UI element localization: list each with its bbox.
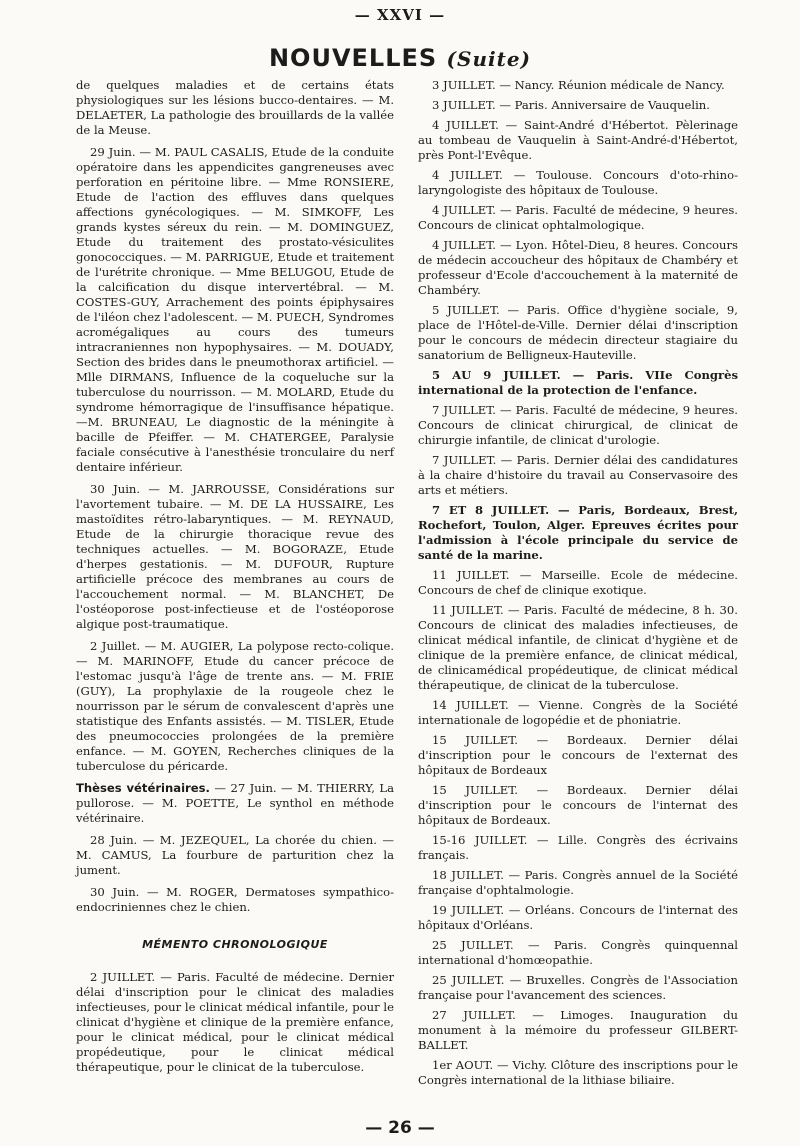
list-item: 14 JUILLET. — Vienne. Congrès de la Société internationale de logopédie et de phoniatrie. (418, 698, 738, 727)
list-item: 15 JUILLET. — Bordeaux. Dernier délai d'inscription pour le concours de l'externat des hôpitaux de Bordeaux (418, 733, 738, 777)
list-item: 1er AOUT. — Vichy. Clôture des inscriptions pour le Congrès international de la lithiase biliaire. (418, 1058, 738, 1087)
list-item: 27 JUILLET. — Limoges. Inauguration du monument à la mémoire du professeur GILBERT-BALLET. (418, 1008, 738, 1052)
paragraph: 28 Juin. — M. JEZEQUEL, La chorée du chien. — M. CAMUS, La fourbure de parturition chez la jument. (76, 833, 394, 877)
vet-theses-heading: Thèses vétérinaires. (76, 781, 210, 795)
list-item: 3 JUILLET. — Paris. Anniversaire de Vauquelin. (432, 98, 710, 112)
paragraph (76, 781, 394, 826)
list-item: 4 JUILLET. — Toulouse. Concours d'oto-rhino-laryngologiste des hôpitaux de Toulouse. (418, 168, 738, 197)
roman-page-number: — XXVI — (354, 6, 446, 24)
paragraph: 2 Juillet. — M. AUGIER, La polypose recto-colique. — M. MARINOFF, Etude du cancer précoce de l'estomac jusqu'à l'âge de trente ans. — M. FRIE (GUY), La prophylaxie de la rougeole chez le nourrisson par le sérum de convalescent d'après une statistique des Enfants assistés. — M. TISLER, Etude des pneumococcies prolongées de la première enfance. — M. GOYEN, Recherches cliniques de la tuberculose du péricarde. (76, 639, 394, 773)
list-item: 3 JUILLET. — Nancy. Réunion médicale de Nancy. (432, 78, 725, 92)
paragraph: de quelques maladies et de certains états physiologiques sur les lésions bucco-dentaires. — M. DELAETER, La pathologie des brouillards de la vallée de la Meuse. (76, 78, 394, 137)
list-item: 7 JUILLET. — Paris. Faculté de médecine, 9 heures. Concours de clinicat chirurgical, de clinicat de chirurgie infantile, de clinicat d'urologie. (418, 403, 738, 447)
paragraph: 30 Juin. — M. JARROUSSE, Considérations sur l'avortement tubaire. — M. DE LA HUSSAIRE, Les mastoïdites rétro-labaryntiques. — M. REYNAUD, Etude de la chirurgie thoracique revue des techniques actuelles. — M. BOGORAZE, Etude d'herpes gestationis. — M. DUFOUR, Rupture artificielle précoce des membranes au cours de l'accouchement normal. — M. BLANCHET, De l'ostéoporose post-infectieuse et de l'ostéoporose algique post-traumatique. (76, 482, 394, 631)
list-item: 11 JUILLET. — Paris. Faculté de médecine, 8 h. 30. Concours de clinicat des maladies infectieuses, de clinicat médical infantile, de clinicat d'hygiène et de clinique de la première enfance, de clinicat médical, de clinicamédical propédeutique, de clinicat médical thérapeutique, de clinicat de la tuberculose. (418, 603, 738, 692)
page-number: — 26 — (365, 1118, 435, 1138)
list-item: 4 JUILLET. — Lyon. Hôtel-Dieu, 8 heures. Concours de médecin accoucheur des hôpitaux de Chambéry et professeur d'Ecole d'accouchement à la maternité de Chambéry. (418, 238, 738, 297)
page-title (0, 44, 800, 72)
left-column (76, 78, 394, 1082)
title-text: NOUVELLES (268, 44, 438, 72)
list-item: 5 AU 9 JUILLET. — Paris. VIIe Congrès international de la protection de l'enfance. (418, 368, 738, 397)
right-column (418, 78, 738, 1093)
paragraph: 29 Juin. — M. PAUL CASALIS, Etude de la conduite opératoire dans les appendicites gangreneuses avec perforation en péritoine libre. — Mme RONSIERE, Etude de l'action des effluves dans quelques affections gynécologiques. — M. SIMKOFF, Les grands kystes séreux du rein. — M. DOMINGUEZ, Etude du traitement des prostato-vésiculites gonococciques. — M. PARRIGUE, Etude et traitement de l'urétrite chronique. — Mme BELUGOU, Etude de la calcification du disque intervertébral. — M. COSTES-GUY, Arrachement des points épiphysaires de l'iléon chez l'adolescent. — M. PUECH, Syndromes acromégaliques au cours des tumeurs intracraniennes non hypophysaires. — M. DOUADY, Section des brides dans le pneumothorax artificiel. — Mlle DIRMANS, Influence de la coqueluche sur la tuberculose du nourrisson. — M. MOLARD, Etude du syndrome hémorragique de l'insuffisance hépatique. —M. BRUNEAU, Le diagnostic de la méningite à bacille de Pfeiffer. — M. CHATERGEE, Paralysie faciale consécutive à l'anesthésie tronculaire du nerf dentaire inférieur. (76, 145, 394, 474)
list-item: 18 JUILLET. — Paris. Congrès annuel de la Société française d'ophtalmologie. (418, 868, 738, 897)
list-item: 25 JUILLET. — Paris. Congrès quinquennal international d'homœopathie. (418, 938, 738, 967)
paragraph: 30 Juin. — M. ROGER, Dermatoses sympathico-endocriniennes chez le chien. (76, 885, 394, 914)
memento-heading: MÉMENTO CHRONOLOGIQUE (142, 938, 328, 951)
list-item: 19 JUILLET. — Orléans. Concours de l'internat des hôpitaux d'Orléans. (418, 903, 738, 932)
list-item: 5 JUILLET. — Paris. Office d'hygiène sociale, 9, place de l'Hôtel-de-Ville. Dernier délai d'inscription pour le concours de médecin directeur stagiaire du sanatorium de Belligneux-Hauteville. (418, 303, 738, 362)
list-item: 11 JUILLET. — Marseille. Ecole de médecine. Concours de chef de clinique exotique. (418, 568, 738, 597)
list-item: 7 JUILLET. — Paris. Dernier délai des candidatures à la chaire d'histoire du travail au Conservasoire des arts et métiers. (418, 453, 738, 497)
list-item: 4 JUILLET. — Saint-André d'Hébertot. Pèlerinage au tombeau de Vauquelin à Saint-André-d'Hébertot, près Pont-l'Evêque. (418, 118, 738, 162)
vet-theses-text: — 27 Juin. — M. THIERRY, La pullorose. — M. POETTE, Le synthol en méthode vétérinaire. (76, 781, 394, 825)
list-item: 15 JUILLET. — Bordeaux. Dernier délai d'inscription pour le concours de l'internat des hôpitaux de Bordeaux. (418, 783, 738, 827)
paragraph: 2 JUILLET. — Paris. Faculté de médecine. Dernier délai d'inscription pour le clinicat des maladies infectieuses, pour le clinicat médical infantile, pour le clinicat d'hygiène et clinique de la première enfance, pour le clinicat médical, pour le clinicat médical propédeutique, pour le clinicat médical thérapeutique, pour le clinicat de la tuberculose. (76, 970, 394, 1074)
list-item: 25 JUILLET. — Bruxelles. Congrès de l'Association française pour l'avancement des sciences. (418, 973, 738, 1002)
list-item: 15-16 JUILLET. — Lille. Congrès des écrivains français. (418, 833, 738, 862)
list-item: 7 ET 8 JUILLET. — Paris, Bordeaux, Brest, Rochefort, Toulon, Alger. Epreuves écrites pour l'admission à l'école principale du service de santé de la marine. (418, 503, 738, 562)
list-item: 4 JUILLET. — Paris. Faculté de médecine, 9 heures. Concours de clinicat ophtalmologique. (418, 203, 738, 232)
title-suffix: (Suite) (446, 47, 532, 71)
